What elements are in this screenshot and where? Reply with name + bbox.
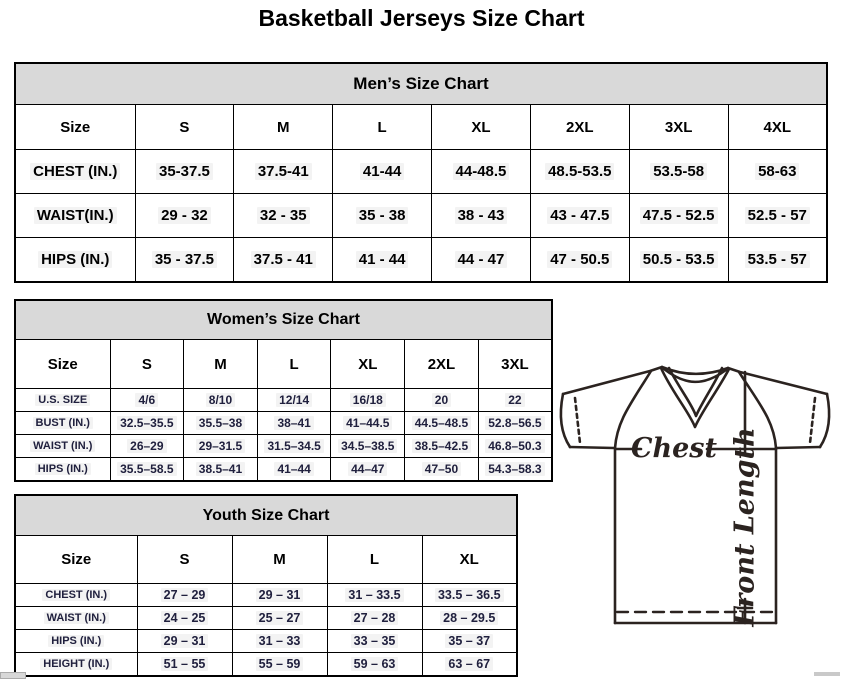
measurement-value [232, 630, 327, 653]
scrollbar-fragment-left[interactable] [0, 672, 26, 679]
cell-text: WAIST(IN.) [34, 207, 117, 224]
measurement-value [478, 435, 552, 458]
measurement-value [257, 412, 331, 435]
measurement-value [110, 412, 184, 435]
cell-text: 8/10 [206, 393, 235, 407]
cell-text: 58-63 [755, 163, 799, 180]
cell-text: 32.5–35.5 [117, 416, 176, 430]
measurement-value [331, 412, 405, 435]
youth-chart-title: Youth Size Chart [15, 495, 517, 536]
measurement-row [15, 238, 827, 283]
cell-text: BUST (IN.) [33, 417, 93, 429]
measurement-row [15, 653, 517, 677]
measurement-value [422, 653, 517, 677]
cell-text: 34.5–38.5 [338, 439, 397, 453]
front-length-label: Front Length [729, 427, 761, 627]
left-sleeve-outer [561, 394, 570, 447]
page-title: Basketball Jerseys Size Chart [258, 5, 585, 31]
cell-text: 37.5 - 41 [251, 251, 316, 268]
cell-text: 47.5 - 52.5 [640, 207, 718, 224]
cell-text: 4/6 [135, 393, 158, 407]
cell-text: 51 – 55 [161, 657, 209, 671]
chart-title-row [15, 495, 517, 536]
measurement-value [432, 238, 531, 283]
measurement-value [327, 584, 422, 607]
left-cuff-stitch-dashed [575, 398, 580, 443]
cell-text: 41–44 [274, 462, 313, 476]
measurement-value [184, 435, 258, 458]
measurement-label [15, 653, 137, 677]
cell-text: 31 – 33.5 [345, 588, 403, 602]
right-sleeve-outer [820, 394, 829, 447]
cell-text: 33.5 – 36.5 [435, 588, 504, 602]
scrollbar-fragment-right[interactable] [814, 672, 840, 676]
measurement-label [15, 238, 135, 283]
cell-text: WAIST (IN.) [44, 612, 109, 624]
size-header-row [15, 536, 517, 584]
womens-chart-title: Women’s Size Chart [15, 300, 552, 340]
cell-text: 53.5 - 57 [745, 251, 810, 268]
measurement-row [15, 630, 517, 653]
jersey-icon [550, 360, 842, 679]
size-column-header: M [184, 340, 258, 389]
cell-text: 44 - 47 [455, 251, 508, 268]
size-column-header: XL [432, 105, 531, 150]
measurement-value [331, 435, 405, 458]
size-corner-header: Size [15, 105, 135, 150]
cell-text: 38 - 43 [455, 207, 508, 224]
measurement-value [422, 584, 517, 607]
cell-text: 47 - 50.5 [547, 251, 612, 268]
measurement-value [728, 238, 827, 283]
measurement-label [15, 150, 135, 194]
cell-text: 24 – 25 [161, 611, 209, 625]
cell-text: 27 – 28 [351, 611, 399, 625]
size-column-header: 3XL [478, 340, 552, 389]
cell-text: 53.5-58 [650, 163, 707, 180]
measurement-value [432, 150, 531, 194]
size-header-row [15, 105, 827, 150]
measurement-label [15, 389, 110, 412]
right-shoulder-line [728, 368, 827, 394]
cell-text: 63 – 67 [445, 657, 493, 671]
cell-text: 41-44 [360, 163, 404, 180]
measurement-value [327, 653, 422, 677]
right-sleeve-bottom [776, 447, 820, 448]
mens-chart-title: Men’s Size Chart [15, 63, 827, 105]
measurement-row [15, 458, 552, 482]
measurement-value [331, 389, 405, 412]
cell-text: 25 – 27 [256, 611, 304, 625]
cell-text: 55 – 59 [256, 657, 304, 671]
size-column-header: 4XL [728, 105, 827, 150]
cell-text: 44–47 [348, 462, 387, 476]
mens-size-chart-table [14, 62, 828, 283]
measurement-value [728, 150, 827, 194]
cell-text: 35-37.5 [156, 163, 213, 180]
size-column-header: M [232, 536, 327, 584]
cell-text: HIPS (IN.) [35, 463, 91, 475]
youth-size-chart-table [14, 494, 518, 677]
cell-text: 50.5 - 53.5 [640, 251, 718, 268]
measurement-row [15, 584, 517, 607]
cell-text: 35 - 38 [356, 207, 409, 224]
cell-text: 44-48.5 [453, 163, 510, 180]
cell-text: 31.5–34.5 [264, 439, 323, 453]
cell-text: 29–31.5 [196, 439, 245, 453]
measurement-label [15, 435, 110, 458]
measurement-label [15, 458, 110, 482]
cell-text: 54.3–58.3 [485, 462, 544, 476]
measurement-label [15, 412, 110, 435]
cell-text: CHEST (IN.) [42, 589, 110, 601]
cell-text: 28 – 29.5 [440, 611, 498, 625]
measurement-value [137, 630, 232, 653]
measurement-value [331, 458, 405, 482]
measurement-value [478, 389, 552, 412]
cell-text: 52.8–56.5 [485, 416, 544, 430]
size-column-header: L [257, 340, 331, 389]
measurement-value [232, 607, 327, 630]
measurement-value [333, 194, 432, 238]
size-column-header: S [135, 105, 234, 150]
measurement-value [530, 238, 629, 283]
size-column-header: M [234, 105, 333, 150]
cell-text: U.S. SIZE [35, 394, 90, 406]
measurement-value [629, 150, 728, 194]
cell-text: 37.5-41 [255, 163, 312, 180]
measurement-value [728, 194, 827, 238]
measurement-value [135, 150, 234, 194]
measurement-value [184, 458, 258, 482]
size-column-header: XL [422, 536, 517, 584]
chart-title-row [15, 63, 827, 105]
measurement-value [327, 607, 422, 630]
cell-text: 38.5–42.5 [412, 439, 471, 453]
measurement-value [478, 412, 552, 435]
left-sleeve-bottom [570, 447, 614, 448]
cell-text: 35.5–38 [196, 416, 245, 430]
measurement-value [333, 238, 432, 283]
measurement-value [257, 389, 331, 412]
cell-text: 31 – 33 [256, 634, 304, 648]
cell-text: 38–41 [274, 416, 313, 430]
measurement-value [137, 607, 232, 630]
size-header-row [15, 340, 552, 389]
measurement-value [137, 653, 232, 677]
cell-text: 59 – 63 [351, 657, 399, 671]
cell-text: 22 [505, 393, 524, 407]
left-shoulder-line [563, 367, 662, 394]
cell-text: 41–44.5 [343, 416, 392, 430]
measurement-value [629, 194, 728, 238]
cell-text: WAIST (IN.) [30, 440, 95, 452]
measurement-value [184, 412, 258, 435]
measurement-label [15, 584, 137, 607]
cell-text: 41 - 44 [356, 251, 409, 268]
cell-text: 52.5 - 57 [745, 207, 810, 224]
measurement-value [257, 435, 331, 458]
cell-text: 35 – 37 [445, 634, 493, 648]
cell-text: 35 - 37.5 [152, 251, 217, 268]
cell-text: HEIGHT (IN.) [40, 658, 112, 670]
size-column-header: S [110, 340, 184, 389]
measurement-value [257, 458, 331, 482]
cell-text: 20 [432, 393, 451, 407]
jersey-measurement-diagram [550, 360, 842, 679]
measurement-value [405, 412, 479, 435]
measurement-label [15, 194, 135, 238]
size-column-header: S [137, 536, 232, 584]
size-column-header: L [327, 536, 422, 584]
cell-text: HIPS (IN.) [48, 635, 104, 647]
cell-text: 29 – 31 [256, 588, 304, 602]
measurement-value [422, 607, 517, 630]
size-column-header: 3XL [629, 105, 728, 150]
measurement-value [184, 389, 258, 412]
chart-title-row [15, 300, 552, 340]
size-column-header: 2XL [530, 105, 629, 150]
cell-text: CHEST (IN.) [30, 163, 120, 180]
measurement-value [405, 389, 479, 412]
measurement-row [15, 389, 552, 412]
measurement-value [110, 435, 184, 458]
measurement-value [405, 458, 479, 482]
cell-text: HIPS (IN.) [38, 251, 112, 268]
cell-text: 33 – 35 [351, 634, 399, 648]
size-column-header: 2XL [405, 340, 479, 389]
measurement-value [405, 435, 479, 458]
size-column-header: XL [331, 340, 405, 389]
cell-text: 47–50 [422, 462, 461, 476]
measurement-row [15, 194, 827, 238]
measurement-value [137, 584, 232, 607]
womens-size-chart-table [14, 299, 553, 482]
measurement-value [530, 194, 629, 238]
cell-text: 29 - 32 [158, 207, 211, 224]
right-cuff-stitch-dashed [810, 398, 815, 443]
measurement-value [110, 389, 184, 412]
measurement-label [15, 630, 137, 653]
measurement-value [135, 194, 234, 238]
cell-text: 48.5-53.5 [545, 163, 614, 180]
measurement-value [530, 150, 629, 194]
cell-text: 26–29 [127, 439, 166, 453]
measurement-row [15, 150, 827, 194]
chest-label: Chest [631, 433, 717, 464]
cell-text: 43 - 47.5 [547, 207, 612, 224]
measurement-value [135, 238, 234, 283]
measurement-label [15, 607, 137, 630]
cell-text: 27 – 29 [161, 588, 209, 602]
measurement-value [110, 458, 184, 482]
measurement-value [432, 194, 531, 238]
cell-text: 16/18 [350, 393, 386, 407]
measurement-row [15, 412, 552, 435]
measurement-value [234, 194, 333, 238]
cell-text: 32 - 35 [257, 207, 310, 224]
size-column-header: L [333, 105, 432, 150]
cell-text: 12/14 [276, 393, 312, 407]
cell-text: 35.5–58.5 [117, 462, 176, 476]
measurement-value [478, 458, 552, 482]
measurement-value [232, 653, 327, 677]
measurement-value [327, 630, 422, 653]
size-corner-header: Size [15, 536, 137, 584]
cell-text: 44.5–48.5 [412, 416, 471, 430]
measurement-value [234, 150, 333, 194]
cell-text: 38.5–41 [196, 462, 245, 476]
measurement-value [234, 238, 333, 283]
size-corner-header: Size [15, 340, 110, 389]
measurement-value [333, 150, 432, 194]
measurement-row [15, 435, 552, 458]
measurement-row [15, 607, 517, 630]
cell-text: 46.8–50.3 [485, 439, 544, 453]
measurement-value [629, 238, 728, 283]
measurement-value [232, 584, 327, 607]
cell-text: 29 – 31 [161, 634, 209, 648]
measurement-value [422, 630, 517, 653]
